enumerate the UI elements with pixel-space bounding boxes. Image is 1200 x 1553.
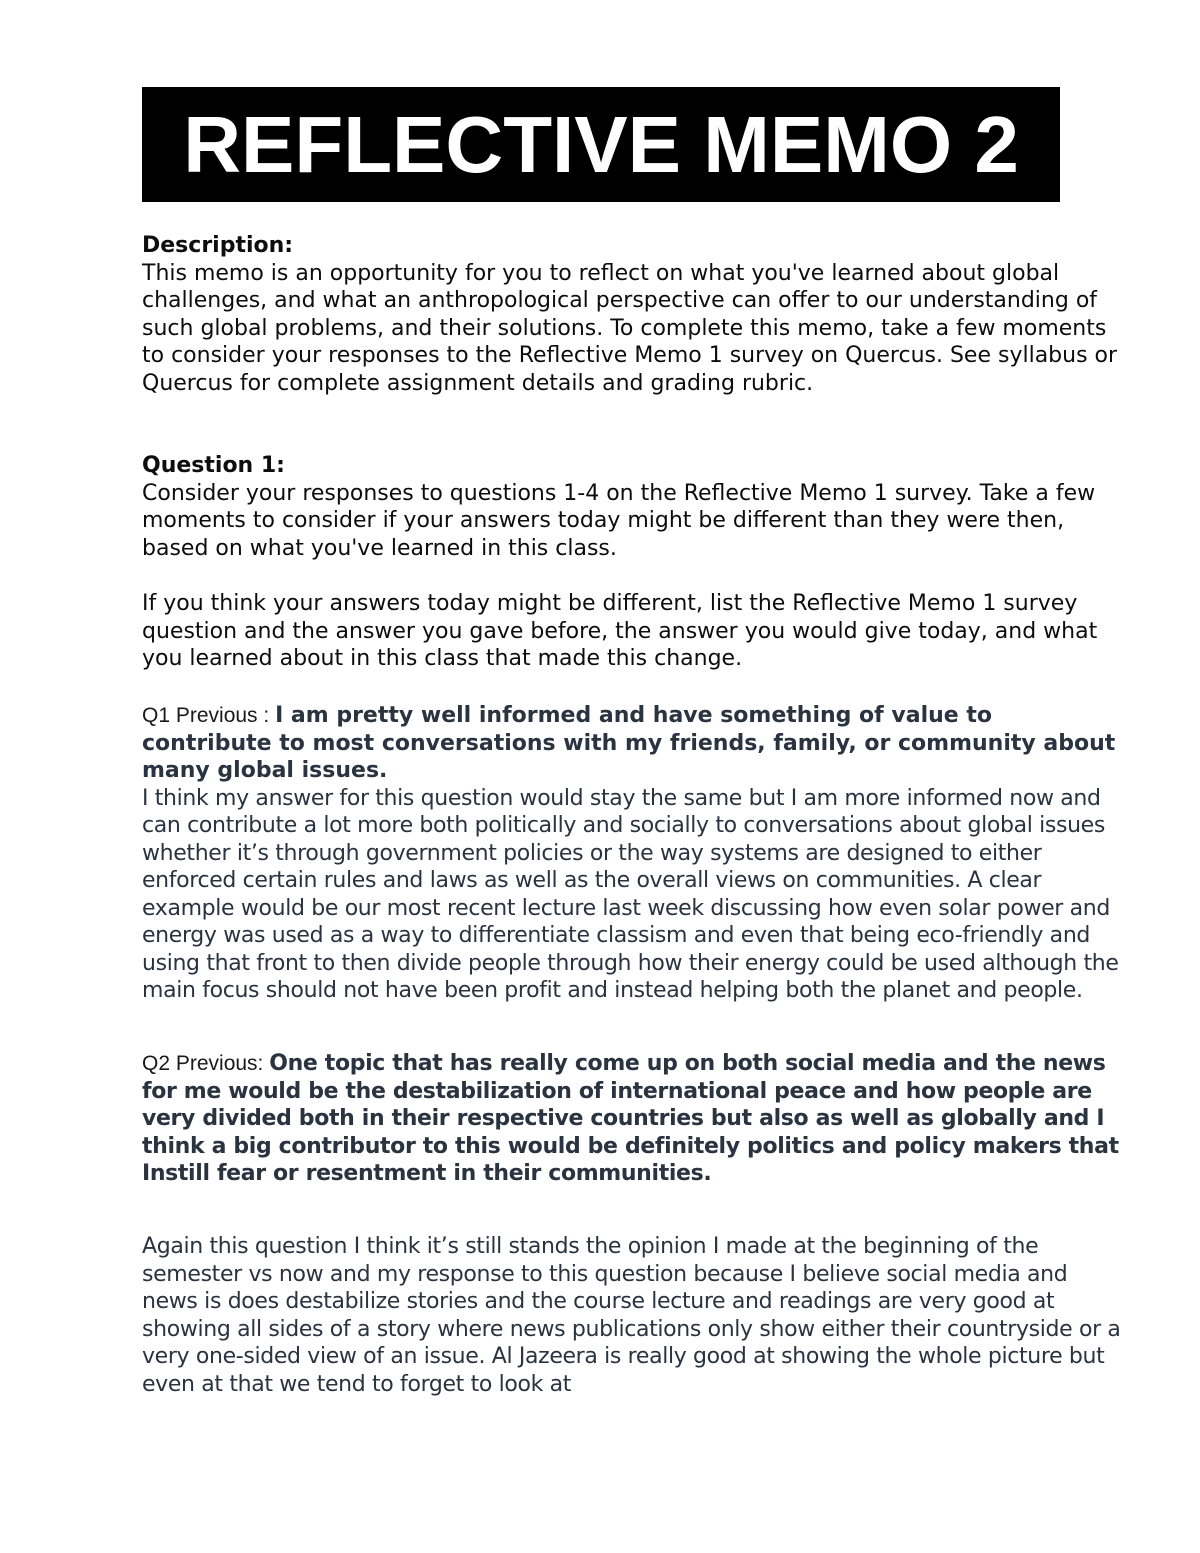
q2-current-answer: Again this question I think it’s still stands the opinion I made at the beginning of the semester vs now and my response to this question because I believe social media and news is does destabilize stories and the course lecture and readings are very good at showing all sides of a story where news publications only show either their countryside or a very one-sided view of an issue. Al Jazeera is really good at showing the whole picture but even at that we tend to forget to look at [142, 1234, 1121, 1397]
title-banner [142, 87, 1060, 202]
q2-previous-paragraph [142, 1050, 1122, 1188]
q1-block [142, 702, 1122, 1005]
q2-previous-answer: One topic that has really come up on both social media and the news for me would be the destabilization of international peace and how people are very divided both in their respective countries but also as well as globally and I think a big contributor to this would be definitely politics and policy makers that Instill fear or resentment in their communities. [142, 1051, 1119, 1186]
question1-heading: Question 1: [142, 453, 285, 478]
q1-previous-answer: I am pretty well informed and have something of value to contribute to most conversations with my friends, family, or community about many global issues. [142, 703, 1116, 783]
q1-previous-paragraph [142, 702, 1122, 785]
question1-paragraph-2-block [142, 590, 1122, 673]
question1-paragraph-2: If you think your answers today might be different, list the Reflective Memo 1 survey question and the answer you gave before, the answer you would give today, and what you learned about in this class that made this change. [142, 591, 1098, 671]
q2-current-block [142, 1233, 1122, 1398]
q2-label: Q2 Previous: [142, 1052, 270, 1075]
description-text: This memo is an opportunity for you to reflect on what you've learned about global challenges, and what an anthropological perspective can offer to our understanding of such global problems, and their solutions. To complete this memo, take a few moments to consider your responses to the Reflective Memo 1 survey on Quercus. See syllabus or Quercus for complete assignment details and grading rubric. [142, 260, 1118, 396]
question1-paragraph-1: Consider your responses to questions 1-4 on the Reflective Memo 1 survey. Take a few moments to consider if your answers today might be different than they were then, based on what you've learned in this class. [142, 480, 1096, 561]
description-section [142, 232, 1122, 397]
description-heading: Description: [142, 233, 294, 258]
question1-section [142, 452, 1122, 562]
q1-current-answer: I think my answer for this question would stay the same but I am more informed now and can contribute a lot more both politically and socially to conversations about global issues whether it’s through government policies or the way systems are designed to either enforced certain rules and laws as well as the overall views on communities. A clear example would be our most recent lecture last week discussing how even solar power and energy was used as a way to differentiate classism and even that being eco-friendly and using that front to then divide people through how their energy could be used although the main focus should not have been profit and instead helping both the planet and people. [142, 785, 1119, 1003]
q1-label: Q1 Previous : [142, 704, 276, 727]
page-title: REFLECTIVE MEMO 2 [183, 99, 1019, 189]
q2-block [142, 1050, 1122, 1188]
